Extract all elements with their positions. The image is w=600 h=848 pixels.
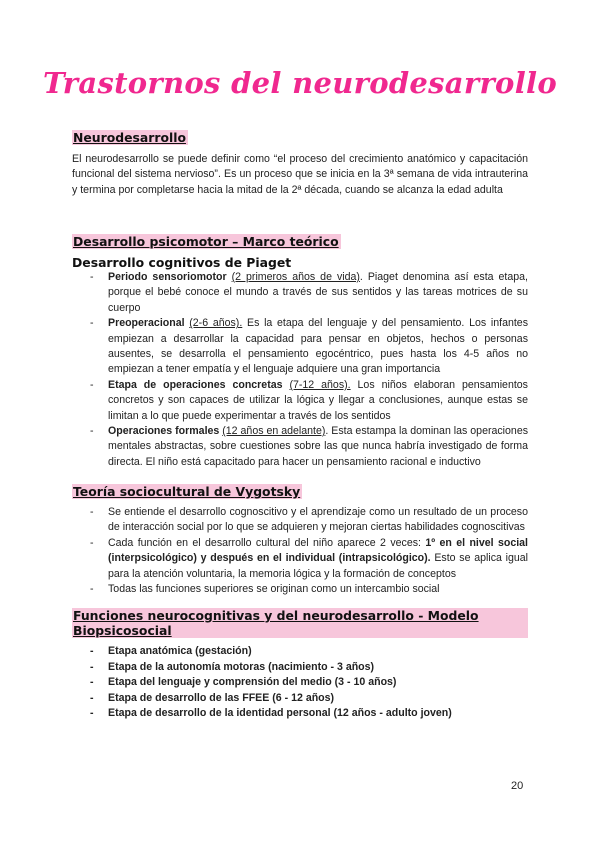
list-item: - Se entiende el desarrollo cognoscitivo y el aprendizaje como un resultado de un proceso de interacción social por lo que se adquieren y mejoran ciertas habilidades cognoscitivas bbox=[90, 506, 528, 534]
list-item: - Etapa del lenguaje y comprensión del medio (3 - 10 años) bbox=[90, 676, 397, 689]
list-item: - Todas las funciones superiores se originan como un intercambio social bbox=[90, 583, 440, 596]
vygotsky-list bbox=[72, 505, 528, 597]
page-title: Trastornos del neurodesarrollo bbox=[43, 66, 557, 100]
list-item: - Preoperacional (2-6 años). Es la etapa del lenguaje y del pensamiento. Los infantes empiezan a desarrollar la capacidad para pensar en objetos, hechos o personas ausentes, se desarrolla el pensamiento egocéntrico, pues hasta los 4-5 años no empiezan a tener empatía y el lenguaje adquiere una gran importancia bbox=[90, 317, 528, 376]
section-heading-funciones: Funciones neurocognitivas y del neurodesarrollo - Modelo Biopsicosocial bbox=[72, 608, 528, 638]
list-item: - Cada función en el desarrollo cultural del niño aparece 2 veces: 1º en el nivel social (interpsicológico) y después en el individual (intrapsicológico). Esto se aplica igual para la atención voluntaria, la memoria lógica y la formación de conceptos bbox=[90, 536, 528, 580]
list-item: - Operaciones formales (12 años en adelante). Esta estampa la dominan las operaciones mentales abstractas, sobre cuestiones sobre las que nunca habría investigado de forma directa. El niño está capacitado para hacer un pensamiento racional e inductivo bbox=[90, 425, 529, 468]
list-item: - Etapa de desarrollo de las FFEE (6 - 12 años) bbox=[90, 691, 335, 704]
section-neurodesarrollo bbox=[72, 121, 528, 198]
funciones-list bbox=[72, 644, 528, 722]
list-item: - Periodo sensoriomotor (2 primeros años de vida). Piaget denomina así esta etapa, porque el bebé conoce el mundo a través de sus sentidos y las tareas motrices de su cuerpo bbox=[90, 271, 528, 314]
piaget-stage-list bbox=[72, 270, 528, 470]
section-psicomotor bbox=[72, 225, 528, 470]
list-item: - Etapa de operaciones concretas (7-12 años). Los niños elaboran pensamientos concretos y son capaces de utilizar la lógica y llegar a conclusiones, aunque estas se limitan a lo que puede experimentar a través de los sentidos bbox=[90, 378, 528, 422]
list-item: - Etapa anatómica (gestación) bbox=[90, 645, 252, 657]
page-number: 20 bbox=[511, 780, 524, 792]
neurodesarrollo-paragraph: El neurodesarrollo se puede definir como “el proceso del crecimiento anatómico y capacitación funcional del sistema nervioso”. Es un proceso que se inicia en la 3ª semana de vida intrauterina y termina por completarse hacia la mitad de la 2ª década, cuando se alcanza la edad adulta bbox=[72, 153, 528, 196]
section-heading-neurodesarrollo: Neurodesarrollo bbox=[73, 130, 186, 145]
section-heading-vygotsky: Teoría sociocultural de Vygotsky bbox=[73, 484, 301, 499]
list-item: - Etapa de desarrollo de la identidad personal (12 años - adulto joven) bbox=[90, 707, 452, 720]
section-funciones bbox=[72, 608, 528, 722]
list-item: - Etapa de la autonomía motoras (nacimiento - 3 años) bbox=[90, 660, 375, 673]
section-heading-psicomotor: Desarrollo psicomotor – Marco teórico bbox=[73, 234, 339, 249]
section-vygotsky bbox=[72, 475, 528, 597]
subheading-piaget: Desarrollo cognitivos de Piaget bbox=[72, 255, 292, 270]
